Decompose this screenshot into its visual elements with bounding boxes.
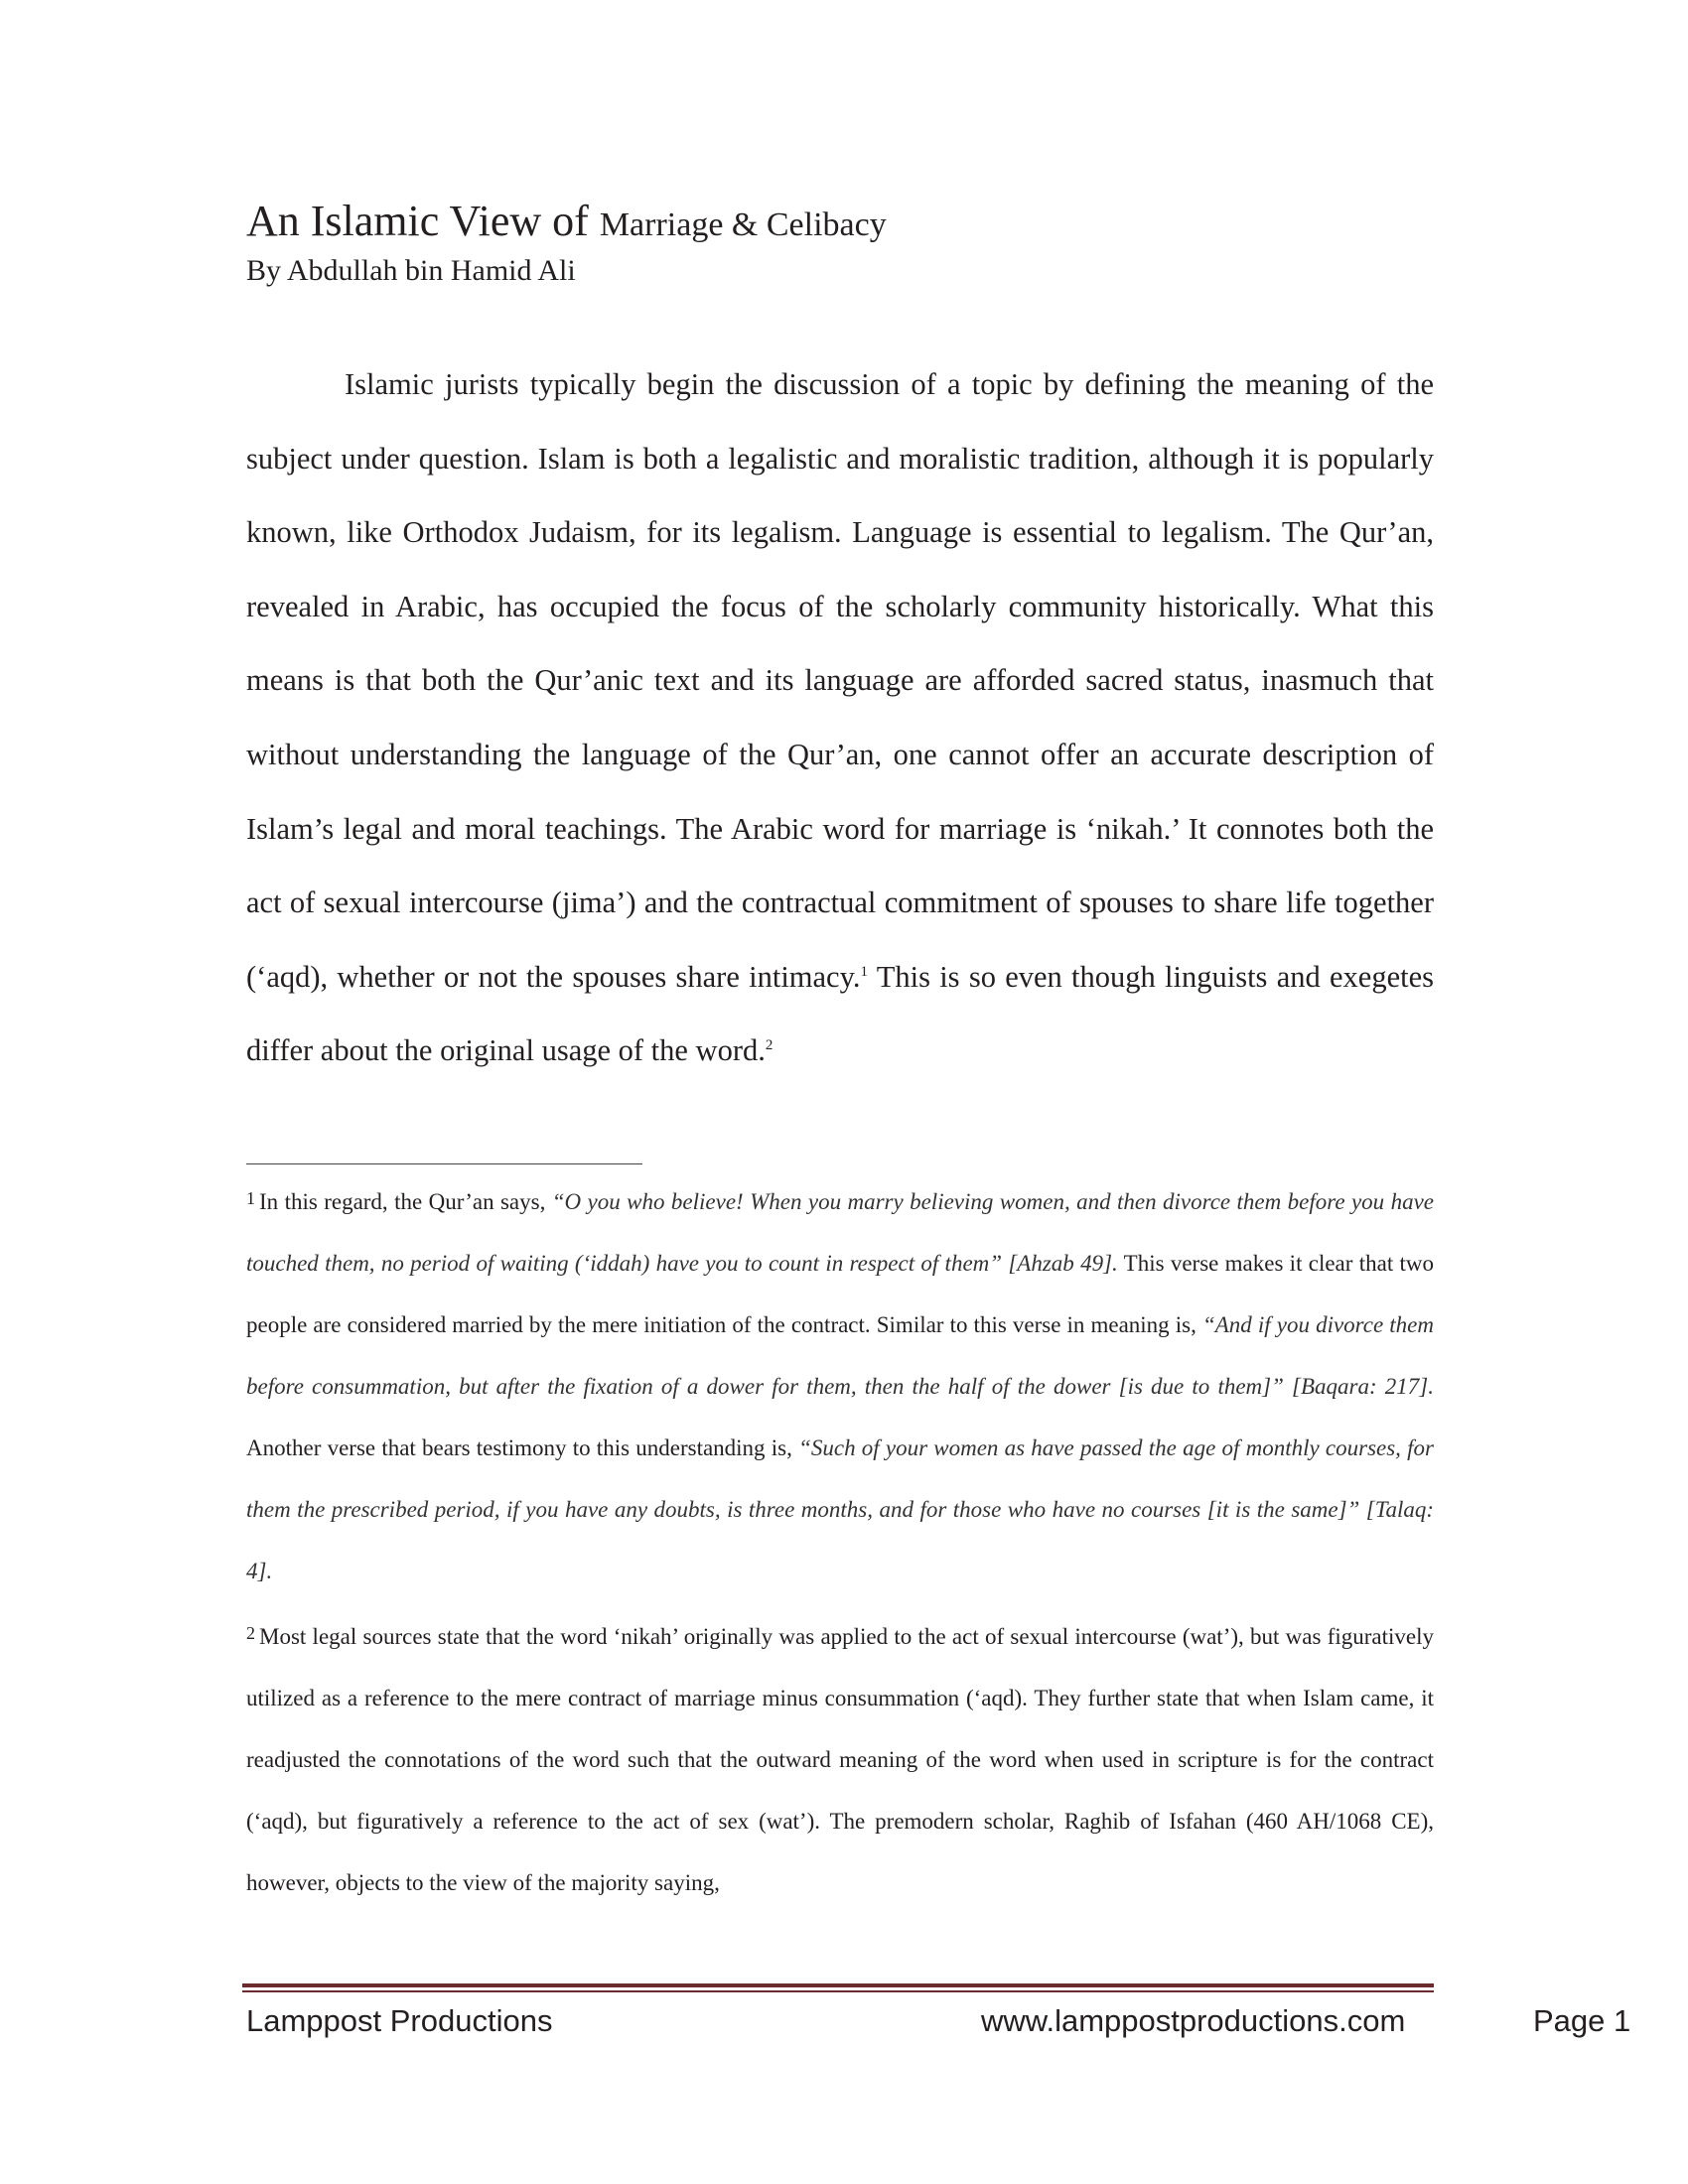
footnote-quote: “Such of your women as have passed the age of monthly courses, for them the prescribed period, if you have any doubts, is three months, and for those who have no courses [it is the same]” [Talaq: 4].	[246, 1435, 1434, 1583]
footnote-number: 1	[246, 1188, 255, 1208]
footnote-ref-2[interactable]: 2	[765, 1037, 774, 1054]
footnote-1	[246, 1167, 1434, 1602]
footer-rule	[242, 1983, 1434, 1987]
footnote-text: Most legal sources state that the word ‘nikah’ originally was applied to the act of sexual intercourse (wat’), but was figuratively utilized as a reference to the mere contract of marriage minus consummation (‘aqd). They further state that when Islam came, it readjusted the connotations of the word such that the outward meaning of the word when used in scripture is for the contract (‘aqd), but figuratively a reference to the act of sex (wat’). The premodern scholar, Raghib of Isfahan (460 AH/1068 CE), however, objects to the view of the majority saying,	[246, 1624, 1434, 1895]
footnote-number: 2	[246, 1623, 255, 1643]
footnote-text: In this regard, the Qur’an says,	[259, 1189, 552, 1214]
body-text-part1: Islamic jurists typically begin the discussion of a topic by defining the meaning of the subject under question. Islam is both a legalistic and moralistic tradition, although it is popularly known, like Orthodox Judaism, for its legalism. Language is essential to legalism. The Qur’an, revealed in Arabic, has occupied the focus of the scholarly community historically. What this means is that both the Qur’anic text and its language are afforded sacred status, inasmuch that without understanding the language of the Qur’an, one cannot offer an accurate description of Islam’s legal and moral teachings. The Arabic word for marriage is ‘nikah.’ It connotes both the act of sexual intercourse (jima’) and the contractual commitment of spouses to share life together (‘aqd), whether or not the spouses share intimacy.	[246, 367, 1434, 994]
footer-publisher: Lamppost Productions	[246, 2003, 553, 2038]
footnotes-section	[246, 1167, 1434, 1914]
title-block	[246, 195, 1438, 290]
footnote-text: Another verse that bears testimony to this understanding is,	[246, 1435, 799, 1460]
footnote-ref-1[interactable]: 1	[860, 963, 868, 980]
footer-rule-thin	[242, 1990, 1434, 1992]
body-text-part2: This is so even though linguists and exegetes differ about the original usage of the word.	[246, 959, 1434, 1068]
body-paragraph	[246, 347, 1434, 1088]
footnote-quote: “O you who believe! When you marry believing women, and then divorce them before you have touched them, no period of waiting (‘iddah) have you to count in respect of them” [Ahzab 49].	[246, 1189, 1434, 1276]
footer-website-link[interactable]: www.lamppostproductions.com	[981, 2003, 1406, 2038]
footnote-text: This verse makes it clear that two people are considered married by the mere initiation of the contract. Similar to this verse in meaning is,	[246, 1251, 1434, 1337]
title-sub: Marriage & Celibacy	[599, 206, 887, 243]
page-title	[246, 195, 1438, 252]
footer-page-number: Page 1	[1533, 2003, 1631, 2038]
title-main: An Islamic View of	[246, 197, 589, 245]
footnote-2	[246, 1602, 1434, 1914]
footnote-quote: “And if you divorce them before consummation, but after the fixation of a dower for them, then the half of the dower [is due to them]” [Baqara: 217].	[246, 1312, 1434, 1399]
footnote-separator	[246, 1163, 642, 1164]
byline: By Abdullah bin Hamid Ali	[246, 254, 576, 287]
